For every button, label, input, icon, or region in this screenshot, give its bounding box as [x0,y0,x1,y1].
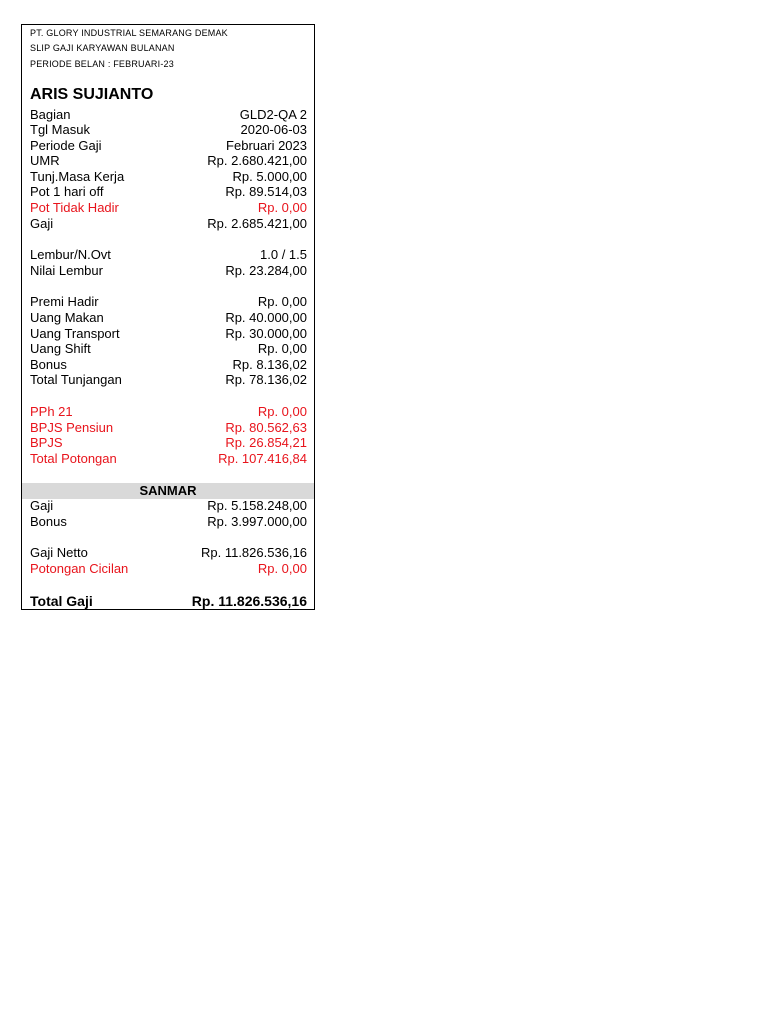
row-bpjs-pensiun [30,420,307,436]
row-value: Rp. 5.000,00 [232,169,307,184]
row-periode-gaji [30,138,307,154]
row-label: Bonus [30,357,67,372]
row-value: Rp. 2.685.421,00 [207,216,307,231]
row-label: Gaji [30,216,54,231]
row-total-tunjangan [30,372,307,388]
employee-name: ARIS SUJIANTO [30,86,154,103]
row-label: BPJS Pensiun [30,420,114,435]
slip-title: SLIP GAJI KARYAWAN BULANAN [30,43,175,53]
row-value: Rp. 5.158.248,00 [207,498,307,513]
row-bagian [30,107,307,123]
row-label: Uang Makan [30,310,104,325]
row-bonus [30,357,307,373]
row-uang-transport [30,326,307,342]
total-label: Total Gaji [30,593,93,609]
row-value: Rp. 23.284,00 [225,263,307,278]
row-label: Pot 1 hari off [30,184,104,199]
row-label: Gaji [30,498,54,513]
row-label: Uang Shift [30,341,91,356]
row-value: 2020-06-03 [240,122,307,137]
row-value: Rp. 3.997.000,00 [207,514,307,529]
row-gaji-netto [30,545,307,561]
row-tunj-masa-kerja [30,169,307,185]
row-label: Periode Gaji [30,138,102,153]
row-pot-1-hari-off [30,184,307,200]
row-sanmar-bonus [30,514,307,530]
row-bpjs [30,435,307,451]
row-uang-shift [30,341,307,357]
row-uang-makan [30,310,307,326]
row-value: Rp. 2.680.421,00 [207,153,307,168]
row-tgl-masuk [30,122,307,138]
row-label: Tunj.Masa Kerja [30,169,125,184]
row-label: PPh 21 [30,404,73,419]
salary-slip [21,24,315,610]
row-value: Rp. 89.514,03 [225,184,307,199]
row-value: Rp. 80.562,63 [225,420,307,435]
row-nilai-lembur [30,263,307,279]
row-lembur-ovt [30,247,307,263]
row-label: Potongan Cicilan [30,561,129,576]
row-value: Rp. 78.136,02 [225,372,307,387]
row-label: Total Potongan [30,451,117,466]
row-value: Rp. 0,00 [257,561,307,576]
row-label: Uang Transport [30,326,120,341]
row-value: Rp. 30.000,00 [225,326,307,341]
row-value: Rp. 0,00 [257,294,307,309]
row-value: Rp. 26.854,21 [225,435,307,450]
row-total-potongan [30,451,307,467]
row-label: Total Tunjangan [30,372,122,387]
row-pot-tidak-hadir [30,200,307,216]
row-value: Rp. 107.416,84 [218,451,307,466]
row-label: Pot Tidak Hadir [30,200,119,215]
row-label: Lembur/N.Ovt [30,247,111,262]
section-sanmar-header: SANMAR [22,483,314,499]
row-label: BPJS [30,435,63,450]
row-value: Rp. 0,00 [257,404,307,419]
row-premi-hadir [30,294,307,310]
row-label: Premi Hadir [30,294,99,309]
row-value: Rp. 40.000,00 [225,310,307,325]
row-total-gaji [30,592,307,610]
row-pph21 [30,404,307,420]
row-label: Bagian [30,107,71,122]
row-value: Rp. 0,00 [257,200,307,215]
row-gaji [30,216,307,232]
company-name: PT. GLORY INDUSTRIAL SEMARANG DEMAK [30,28,228,38]
row-label: Tgl Masuk [30,122,90,137]
period-line: PERIODE BELAN : FEBRUARI-23 [30,59,174,69]
row-value: Rp. 0,00 [257,341,307,356]
row-sanmar-gaji [30,498,307,514]
row-value: Rp. 8.136,02 [232,357,307,372]
row-value: Rp. 11.826.536,16 [200,545,307,560]
row-label: Nilai Lembur [30,263,103,278]
total-value: Rp. 11.826.536,16 [191,593,307,609]
row-label: UMR [30,153,60,168]
row-value: 1.0 / 1.5 [260,247,307,262]
row-value: Februari 2023 [226,138,307,153]
row-value: GLD2-QA 2 [239,107,307,122]
row-umr [30,153,307,169]
row-label: Gaji Netto [30,545,88,560]
row-potongan-cicilan [30,561,307,577]
row-label: Bonus [30,514,67,529]
